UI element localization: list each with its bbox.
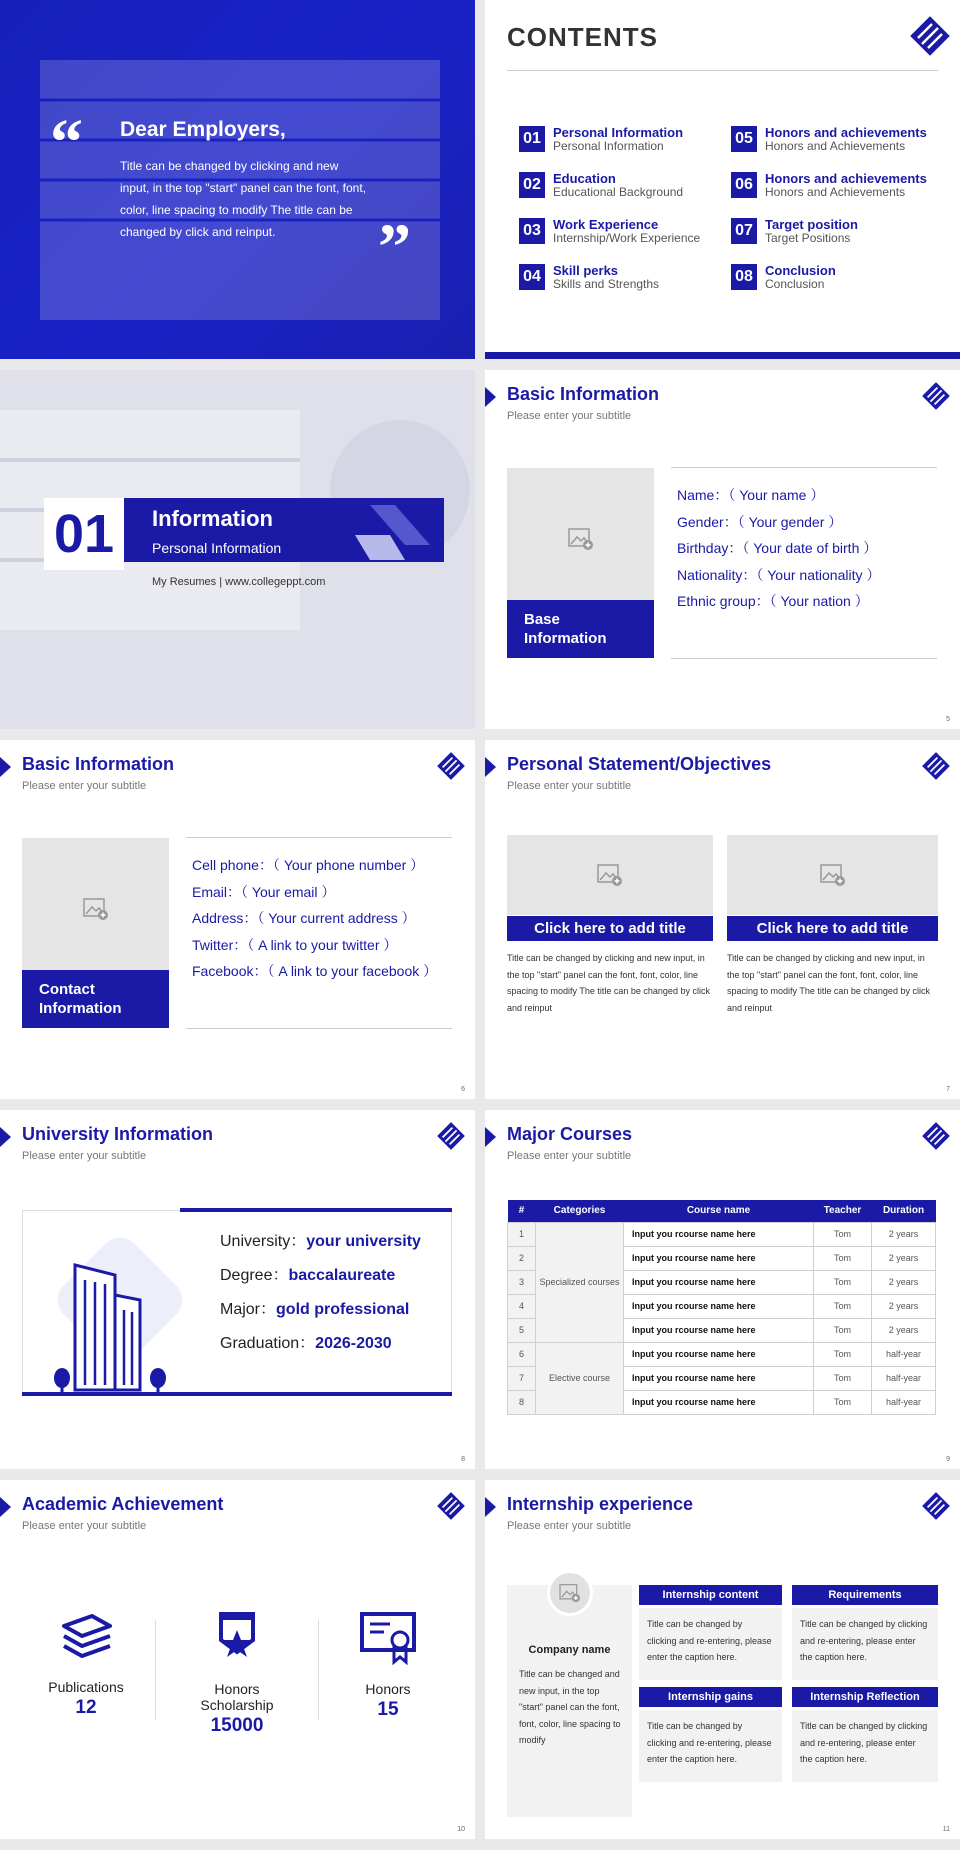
slide-title: Major Courses	[507, 1124, 633, 1144]
card-title[interactable]: Click here to add title	[727, 916, 938, 941]
page-number: 9	[946, 1456, 950, 1463]
slide-subtitle: Please enter your subtitle	[507, 1520, 632, 1532]
stripes-icon	[350, 505, 440, 565]
col-header: Duration	[872, 1200, 936, 1222]
achievement-value: 15000	[210, 1715, 264, 1736]
table-row[interactable]	[508, 1342, 936, 1366]
slide-basic-info	[485, 370, 960, 729]
row-label: University：	[220, 1233, 307, 1250]
slide-title: Internship experience	[507, 1494, 694, 1514]
duration: half-year	[872, 1366, 936, 1390]
duration: 2 years	[872, 1222, 936, 1246]
slide-contact-info	[0, 740, 475, 1099]
logo-icon	[437, 752, 465, 780]
header-arrow-icon	[485, 1127, 496, 1147]
category-cell: Elective course	[536, 1342, 624, 1414]
contents-item-04[interactable]	[519, 264, 659, 291]
image-add-icon	[597, 863, 623, 887]
section-subtitle: Personal Information	[152, 540, 282, 556]
contents-item-07[interactable]	[731, 218, 858, 245]
card-body: Title can be changed by clicking and re-entering, please enter the caption here.	[792, 1608, 938, 1680]
contents-sub: Honors and Achievements	[765, 139, 906, 153]
card-title[interactable]: Requirements	[792, 1585, 938, 1605]
row-index: 2	[508, 1246, 536, 1270]
slide-personal-statement	[485, 740, 960, 1099]
page-number: 8	[461, 1456, 465, 1463]
page-number: 7	[946, 1086, 950, 1093]
row-value[interactable]: baccalaureate	[288, 1267, 396, 1284]
company-body: Title can be changed and new input, in the top "start" panel can the font, font, color, line spacing to modify	[519, 1669, 621, 1745]
row-label: Major：	[220, 1301, 277, 1318]
card-body: Title can be changed by clicking and new input, in the top "start" panel can the font, font, color, line spacing to modify The title can be changed by click and reinput	[507, 953, 710, 1013]
contents-item-02[interactable]	[519, 172, 683, 199]
contents-sub: Personal Information	[553, 139, 664, 153]
section-number: 01	[44, 498, 124, 570]
slide-title: University Information	[22, 1124, 214, 1144]
row-index: 7	[508, 1366, 536, 1390]
achievement-value: 15	[377, 1699, 399, 1720]
info-nationality[interactable]: Nationality：（ Your nationality ）	[677, 566, 881, 583]
row-value[interactable]: gold professional	[276, 1301, 410, 1318]
duration: 2 years	[872, 1270, 936, 1294]
slide-subtitle: Please enter your subtitle	[22, 780, 147, 792]
achievement-label: Honors Scholarship	[200, 1681, 274, 1713]
logo-icon	[922, 382, 950, 410]
contents-main: Honors and achievements	[765, 125, 927, 140]
header-arrow-icon	[485, 387, 496, 407]
card-body: Title can be changed by clicking and new input, in the top "start" panel can the font, font, color, line spacing to modify The title can be changed by click and reinput	[727, 953, 930, 1013]
slide-title: Basic Information	[507, 384, 660, 404]
university-row	[220, 1225, 421, 1259]
contents-num: 01	[519, 126, 545, 152]
image-add-icon	[568, 527, 594, 551]
info-email[interactable]: Email：（ Your email ）	[192, 883, 336, 900]
slide-subtitle: Please enter your subtitle	[507, 1150, 632, 1162]
contents-main: Personal Information	[553, 125, 684, 140]
quote-close-icon: ”	[378, 211, 411, 284]
slide-contents	[485, 0, 960, 359]
slide-subtitle: Please enter your subtitle	[507, 410, 632, 422]
slide-major-courses	[485, 1110, 960, 1469]
col-header: Course name	[624, 1200, 814, 1222]
page-number: 6	[461, 1086, 465, 1093]
major-row	[220, 1293, 409, 1327]
card-title[interactable]: Internship content	[639, 1585, 782, 1605]
quote-open-icon: “	[50, 106, 83, 179]
achievement-scholarship	[177, 1610, 297, 1737]
slide-subtitle: Please enter your subtitle	[22, 1520, 147, 1532]
card-title[interactable]: Internship Reflection	[792, 1687, 938, 1707]
degree-row	[220, 1259, 395, 1293]
slide-title: Personal Statement/Objectives	[507, 754, 772, 774]
contents-divider	[507, 70, 938, 71]
info-phone[interactable]: Cell phone：（ Your phone number ）	[192, 857, 425, 873]
contents-main: Target position	[765, 217, 858, 232]
building-icon	[40, 1220, 200, 1392]
card-body: Title can be changed by clicking and re-entering, please enter the caption here.	[639, 1710, 782, 1782]
row-index: 1	[508, 1222, 536, 1246]
duration: 2 years	[872, 1318, 936, 1342]
contents-sub: Conclusion	[765, 277, 825, 291]
slide-academic-achievement	[0, 1480, 475, 1839]
row-value[interactable]: 2026-2030	[315, 1335, 392, 1352]
row-index: 5	[508, 1318, 536, 1342]
row-index: 8	[508, 1390, 536, 1414]
header-arrow-icon	[485, 757, 496, 777]
contents-bottom-bar	[485, 352, 960, 359]
duration: half-year	[872, 1390, 936, 1414]
contents-num: 07	[731, 218, 757, 244]
teacher: Tom	[814, 1270, 872, 1294]
logo-icon	[910, 16, 950, 56]
image-placeholder[interactable]	[507, 835, 713, 915]
contents-num: 03	[519, 218, 545, 244]
slide-title: Academic Achievement	[22, 1494, 224, 1514]
row-index: 3	[508, 1270, 536, 1294]
info-facebook[interactable]: Facebook：（ A link to your facebook ）	[192, 963, 438, 979]
contents-main: Conclusion	[765, 263, 836, 278]
contents-sub: Internship/Work Experience	[553, 231, 701, 245]
header-arrow-icon	[0, 1497, 11, 1517]
course-name[interactable]: Input you rcourse name here	[624, 1342, 814, 1366]
teacher: Tom	[814, 1246, 872, 1270]
info-ethnic[interactable]: Ethnic group：（ Your nation ）	[677, 593, 869, 609]
teacher: Tom	[814, 1390, 872, 1414]
image-caption: Base Information	[507, 600, 654, 658]
card-title[interactable]: Internship gains	[639, 1687, 782, 1707]
image-placeholder[interactable]	[727, 835, 938, 915]
card-body: Title can be changed by clicking and re-entering, please enter the caption here.	[639, 1608, 782, 1680]
header-arrow-icon	[485, 1497, 496, 1517]
course-name[interactable]: Input you rcourse name here	[624, 1390, 814, 1414]
contents-title: CONTENTS	[507, 22, 658, 52]
accent-bar	[180, 1208, 452, 1212]
col-header: #	[508, 1200, 536, 1222]
accent-bar	[22, 1392, 452, 1396]
table-row[interactable]	[508, 1222, 936, 1246]
course-name[interactable]: Input you rcourse name here	[624, 1366, 814, 1390]
contents-sub: Target Positions	[765, 231, 851, 245]
divider	[155, 1620, 156, 1720]
contents-main: Honors and achievements	[765, 171, 927, 186]
header-arrow-icon	[0, 1127, 11, 1147]
contents-num: 02	[519, 172, 545, 198]
info-birthday[interactable]: Birthday：（ Your date of birth ）	[677, 540, 878, 556]
image-add-icon	[820, 863, 846, 887]
row-index: 6	[508, 1342, 536, 1366]
books-icon	[56, 1610, 116, 1664]
achievement-label: Publications	[48, 1679, 124, 1695]
card-title[interactable]: Click here to add title	[507, 916, 713, 941]
contents-item-01[interactable]	[519, 126, 683, 153]
slide-title: Basic Information	[22, 754, 175, 774]
category-cell: Specialized courses	[536, 1222, 624, 1342]
course-name[interactable]: Input you rcourse name here	[624, 1246, 814, 1270]
row-label: Graduation：	[220, 1335, 316, 1352]
logo-icon	[437, 1492, 465, 1520]
contents-main: Work Experience	[553, 217, 659, 232]
contents-num: 08	[731, 264, 757, 290]
col-header: Categories	[536, 1200, 624, 1222]
certificate-icon	[358, 1610, 418, 1666]
achievement-honors	[328, 1610, 448, 1721]
contents-item-08[interactable]	[731, 264, 836, 291]
slide-section	[0, 370, 475, 729]
divider	[671, 467, 937, 468]
info-twitter[interactable]: Twitter：（ A link to your twitter ）	[192, 936, 398, 953]
logo-icon	[922, 1492, 950, 1520]
divider	[186, 1028, 452, 1029]
info-name[interactable]: Name：（ Your name ）	[677, 487, 825, 503]
achievement-label: Honors	[365, 1681, 411, 1697]
ribbon-star-icon	[207, 1610, 267, 1666]
logo-icon	[922, 1122, 950, 1150]
contents-num: 06	[731, 172, 757, 198]
header-arrow-icon	[0, 757, 11, 777]
contents-sub: Skills and Strengths	[553, 277, 660, 291]
divider	[671, 658, 937, 659]
info-list	[192, 852, 437, 985]
teacher: Tom	[814, 1366, 872, 1390]
logo-icon	[922, 752, 950, 780]
contents-item-03[interactable]	[519, 218, 700, 245]
image-caption: Contact Information	[22, 970, 169, 1028]
row-value[interactable]: your university	[306, 1233, 421, 1250]
teacher: Tom	[814, 1294, 872, 1318]
duration: 2 years	[872, 1294, 936, 1318]
contents-item-06[interactable]	[731, 172, 927, 199]
slide-subtitle: Please enter your subtitle	[507, 780, 632, 792]
course-name[interactable]: Input you rcourse name here	[624, 1318, 814, 1342]
contents-item-05[interactable]	[731, 126, 927, 153]
teacher: Tom	[814, 1318, 872, 1342]
cover-body: Title can be changed by clicking and new input, in the top "start" panel can the font, font, color, line spacing to modify The title can be changed by click and reinput.	[120, 159, 367, 239]
page-number: 5	[946, 716, 950, 723]
info-address[interactable]: Address：（ Your current address ）	[192, 910, 416, 926]
company-name[interactable]: Company name	[528, 1644, 611, 1656]
section-title: Information	[152, 506, 273, 531]
card-body: Title can be changed by clicking and re-entering, please enter the caption here.	[792, 1710, 938, 1782]
graduation-row	[220, 1327, 392, 1361]
contents-sub: Honors and Achievements	[765, 185, 906, 199]
courses-table	[507, 1200, 936, 1415]
teacher: Tom	[814, 1342, 872, 1366]
row-label: Degree：	[220, 1267, 289, 1284]
image-add-icon	[83, 897, 109, 921]
teacher: Tom	[814, 1222, 872, 1246]
page-number: 11	[942, 1826, 950, 1833]
cover-heading: Dear Employers,	[120, 118, 286, 141]
logo-icon	[437, 1122, 465, 1150]
contents-sub: Educational Background	[553, 185, 684, 199]
info-gender[interactable]: Gender：（ Your gender ）	[677, 513, 843, 530]
divider	[318, 1620, 319, 1720]
contents-num: 05	[731, 126, 757, 152]
slide-subtitle: Please enter your subtitle	[22, 1150, 147, 1162]
achievement-value: 12	[75, 1697, 97, 1718]
course-name[interactable]: Input you rcourse name here	[624, 1222, 814, 1246]
section-footer: My Resumes | www.collegeppt.com	[152, 576, 326, 588]
slide-university	[0, 1110, 475, 1469]
duration: 2 years	[872, 1246, 936, 1270]
course-name[interactable]: Input you rcourse name here	[624, 1294, 814, 1318]
divider	[186, 837, 452, 838]
contents-main: Education	[553, 171, 616, 186]
course-name[interactable]: Input you rcourse name here	[624, 1270, 814, 1294]
image-add-icon	[559, 1583, 581, 1603]
page-number: 10	[457, 1826, 465, 1833]
row-index: 4	[508, 1294, 536, 1318]
info-list	[677, 482, 880, 615]
contents-num: 04	[519, 264, 545, 290]
duration: half-year	[872, 1342, 936, 1366]
slide-cover	[0, 0, 475, 359]
slide-internship	[485, 1480, 960, 1839]
contents-main: Skill perks	[553, 263, 619, 278]
company-logo-placeholder[interactable]	[547, 1570, 593, 1616]
achievement-publications	[26, 1610, 146, 1719]
col-header: Teacher	[814, 1200, 872, 1222]
